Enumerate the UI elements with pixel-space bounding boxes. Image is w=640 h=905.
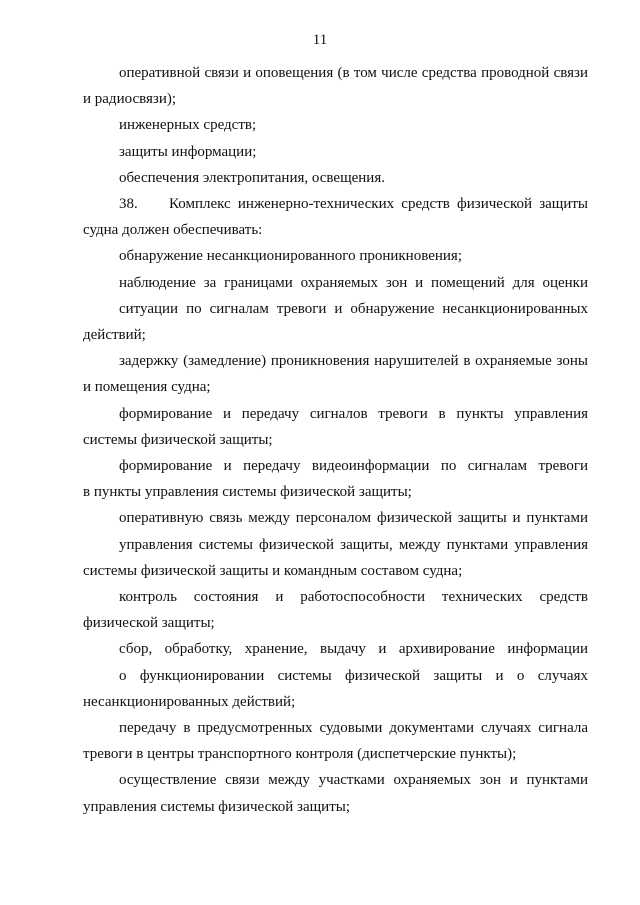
paragraph-boundary-monitoring bbox=[83, 270, 588, 349]
text-line: несанкционированных действий; bbox=[83, 693, 296, 710]
paragraph-information-archiving bbox=[83, 636, 588, 715]
text-line: тревоги в центры транспортного контроля (диспетчерские пункты); bbox=[83, 746, 517, 763]
text-line: и радиосвязи); bbox=[83, 91, 177, 108]
text-line: действий; bbox=[83, 327, 146, 344]
paragraph-video-information bbox=[83, 453, 588, 505]
text-line: ситуации по сигналам тревоги и обнаружение несанкционированных bbox=[119, 300, 588, 317]
text-line: контроль состояния и работоспособности технических средств bbox=[119, 589, 588, 606]
paragraph-operational-communication bbox=[83, 505, 588, 584]
page-number: 11 bbox=[312, 32, 328, 48]
paragraph-information-protection: защиты информации; bbox=[119, 143, 257, 160]
text-line: сбор, обработку, хранение, выдачу и архивирование информации bbox=[119, 641, 588, 658]
paragraph-status-control bbox=[83, 584, 588, 636]
paragraph-alarm-signals bbox=[83, 401, 588, 453]
text-line: оперативной связи и оповещения (в том числе средства проводной связи bbox=[119, 65, 588, 81]
paragraph-communication-means bbox=[83, 60, 588, 112]
item-38-first-line bbox=[83, 191, 588, 217]
item-number: 38. bbox=[119, 196, 138, 213]
text-line: в пункты управления системы физической защиты; bbox=[83, 484, 412, 501]
paragraph-item-38 bbox=[83, 191, 588, 243]
text-line: передачу в предусмотренных судовыми документами случаях сигнала bbox=[119, 720, 588, 737]
paragraph-power-supply: обеспечения электропитания, освещения. bbox=[119, 169, 385, 186]
text-line: задержку (замедление) проникновения нарушителей в охраняемые зоны bbox=[119, 353, 588, 370]
paragraph-engineering-means: инженерных средств; bbox=[119, 117, 257, 134]
text-line: Комплекс инженерно-технических средств физической защиты bbox=[169, 196, 588, 213]
paragraph-intrusion-detection: обнаружение несанкционированного проникновения; bbox=[119, 248, 462, 265]
text-line: формирование и передачу видеоинформации по сигналам тревоги bbox=[119, 458, 588, 475]
document-body bbox=[83, 60, 588, 820]
text-line: осуществление связи между участками охраняемых зон и пунктами bbox=[119, 772, 588, 789]
text-line: судна должен обеспечивать: bbox=[83, 222, 263, 239]
paragraph-alarm-transmission bbox=[83, 715, 588, 767]
paragraph-zone-communication bbox=[83, 767, 588, 819]
text-line: системы физической защиты и командным составом судна; bbox=[83, 562, 463, 579]
text-line: физической защиты; bbox=[83, 615, 215, 632]
text-line: о функционировании системы физической защиты и о случаях bbox=[119, 667, 588, 684]
text-line: наблюдение за границами охраняемых зон и помещений для оценки bbox=[119, 274, 588, 291]
text-line: оперативную связь между персоналом физической защиты и пунктами bbox=[119, 510, 588, 527]
text-line: системы физической защиты; bbox=[83, 431, 273, 448]
text-line: управления системы физической защиты; bbox=[83, 798, 350, 815]
text-line: формирование и передачу сигналов тревоги в пункты управления bbox=[119, 405, 588, 422]
text-line: и помещения судна; bbox=[83, 379, 211, 396]
paragraph-intruder-delay bbox=[83, 348, 588, 400]
text-line: управления системы физической защиты, между пунктами управления bbox=[119, 536, 588, 553]
